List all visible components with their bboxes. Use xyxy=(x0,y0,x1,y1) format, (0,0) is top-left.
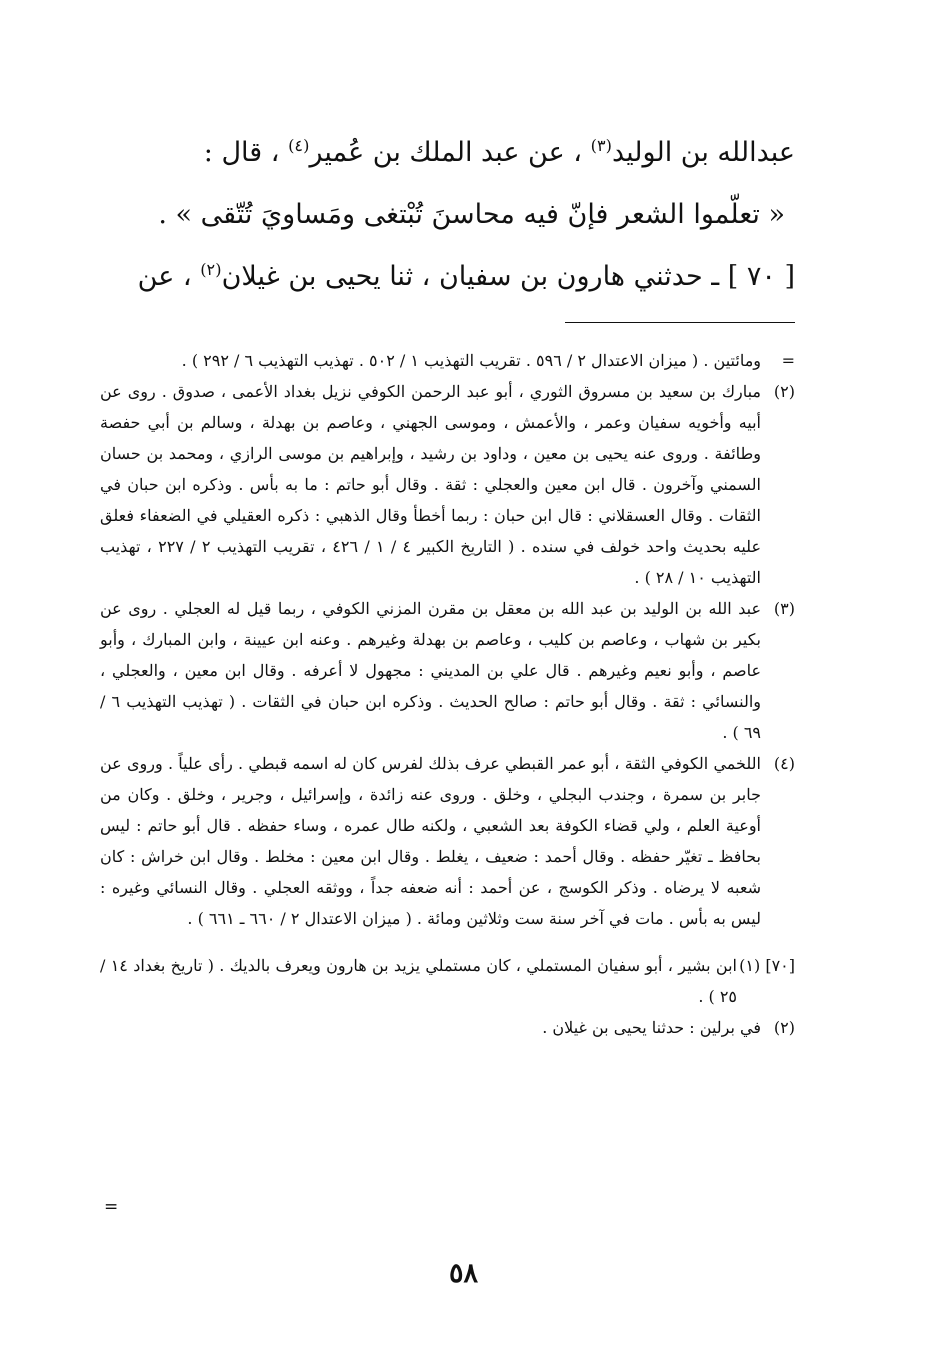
main-line-1: عبدالله بن الوليد$^{(٣)}$ ، عن عبد الملك بن عُمير$^{(٤)}$ ، قال : xyxy=(203,136,795,168)
footnote-text: ومائتين . ( ميزان الاعتدال ٢ / ٥٩٦ . تقريب التهذيب ١ / ٥٠٢ . تهذيب التهذيب ٦ / ٢٩٢ ) . xyxy=(181,351,761,370)
footnotes xyxy=(100,345,795,1043)
footnote-3 xyxy=(100,593,795,748)
footnote-marker: (٢) xyxy=(773,382,795,401)
continuation-mark: = xyxy=(104,1197,119,1217)
footnote-marker: (٤) xyxy=(773,754,795,773)
footnote-text: مبارك بن سعيد بن مسروق الثوري ، أبو عبد الرحمن الكوفي نزيل بغداد الأعمى ، صدوق . روى عن أبيه وأخويه سفيان وعمر ، والأعمش ، وموسى الجهني ، وعاصم بن بهدلة ، وسالم بن أبي حفصة وطائفة . وروى عنه يحيى بن معين ، وداود بن رشيد ، وإبراهيم بن موسى الرازي ، ومحمد بن حسان السمني وآخرون . قال ابن معين والعجلي : ثقة . وقال أبو حاتم : ما به بأس . وذكره ابن حبان في الثقات . وقال العسقلاني : قال ابن حبان : ربما أخطأ وقال الذهبي : ذكره العقيلي في الضعفاء فعلق عليه بحديث واحد خولف في سنده . ( التاريخ الكبير ٤ / ١ / ٤٢٦ ، تقريب التهذيب ٢ / ٢٢٧ ، تهذيب التهذيب ١٠ / ٢٨ ) . xyxy=(100,382,762,587)
footnote-text: اللخمي الكوفي الثقة ، أبو عمر القبطي عرف بذلك لفرس كان له اسمه قبطي . رأى علياً . وروى عن جابر بن سمرة ، وجندب البجلي ، وخلق . وروى عنه زائدة ، وإسرائيل ، وجرير ، وخلق . وكان من أوعية العلم ، ولي قضاء الكوفة بعد الشعبي ، ولكنه طال عمره ، وساء حفظه . قال أبو حاتم : ليس بحافظ ـ تغيّر حفظه . وقال أحمد : ضعيف ، يغلط . وقال ابن معين : مخلط . وقال ابن خراش : كان شعبه لا يرضاه . وذكر الكوسج ، عن أحمد : أنه ضعفه جداً ، ووثقه العجلي . وقال النسائي وغيره : ليس به بأس . مات في آخر سنة ست وثلاثين ومائة . ( ميزان الاعتدال ٢ / ٦٦٠ ـ ٦٦١ ) . xyxy=(100,754,762,928)
footnote-separator xyxy=(565,322,795,323)
footnote-text: في برلين : حدثنا يحيى بن غيلان . xyxy=(542,1018,761,1037)
footnote-marker: (٢) xyxy=(773,1018,795,1037)
main-text xyxy=(120,122,795,308)
footnote-2 xyxy=(100,376,795,593)
footnote-ref-4: (٤) xyxy=(288,136,310,155)
footnote-70-2 xyxy=(100,1012,795,1043)
footnote-4 xyxy=(100,748,795,934)
footnote-marker: (٣) xyxy=(773,599,795,618)
footnote-text: ابن بشير ، أبو سفيان المستملي ، كان مستملي يزيد بن هارون ويعرف بالديك . ( تاريخ بغداد ١٤ / ٢٥ ) . xyxy=(100,956,737,1006)
footnote-ref-3: (٣) xyxy=(590,136,612,155)
footnote-70-1 xyxy=(100,950,795,1012)
hadith-70-start: [ ٧٠ ] ـ حدثني هارون بن سفيان ، ثنا يحيى بن غيلان$^{(٢)}$ ، عن xyxy=(137,260,795,292)
page-number: ٥٨ xyxy=(448,1258,478,1289)
footnote-marker: = xyxy=(781,351,795,370)
footnote-marker: [٧٠] (١) xyxy=(739,956,795,975)
footnote-continued xyxy=(100,345,795,376)
footnote-ref-2: (٢) xyxy=(200,260,222,279)
footnote-text: عبد الله بن الوليد بن عبد الله بن معقل بن مقرن المزني الكوفي ، ربما قيل له العجلي . روى عن بكير بن شهاب ، وعاصم بن كليب ، وعاصم بن بهدلة وغيرهم . وعنه ابن عيينة ، وابن المبارك ، وأبو عاصم ، وأبو نعيم وغيرهم . قال علي بن المديني : مجهول لا أعرفه . وقال ابن معين ، والعجلي ، والنسائي : ثقة . وقال أبو حاتم : صالح الحديث . وذكره ابن حبان في الثقات . ( تهذيب التهذيب ٦ / ٦٩ ) . xyxy=(100,599,761,742)
poetry-quote: « تعلّموا الشعر فإنّ فيه محاسنَ تُبْتغى ومَساويَ تُتّقى » . xyxy=(158,199,785,230)
